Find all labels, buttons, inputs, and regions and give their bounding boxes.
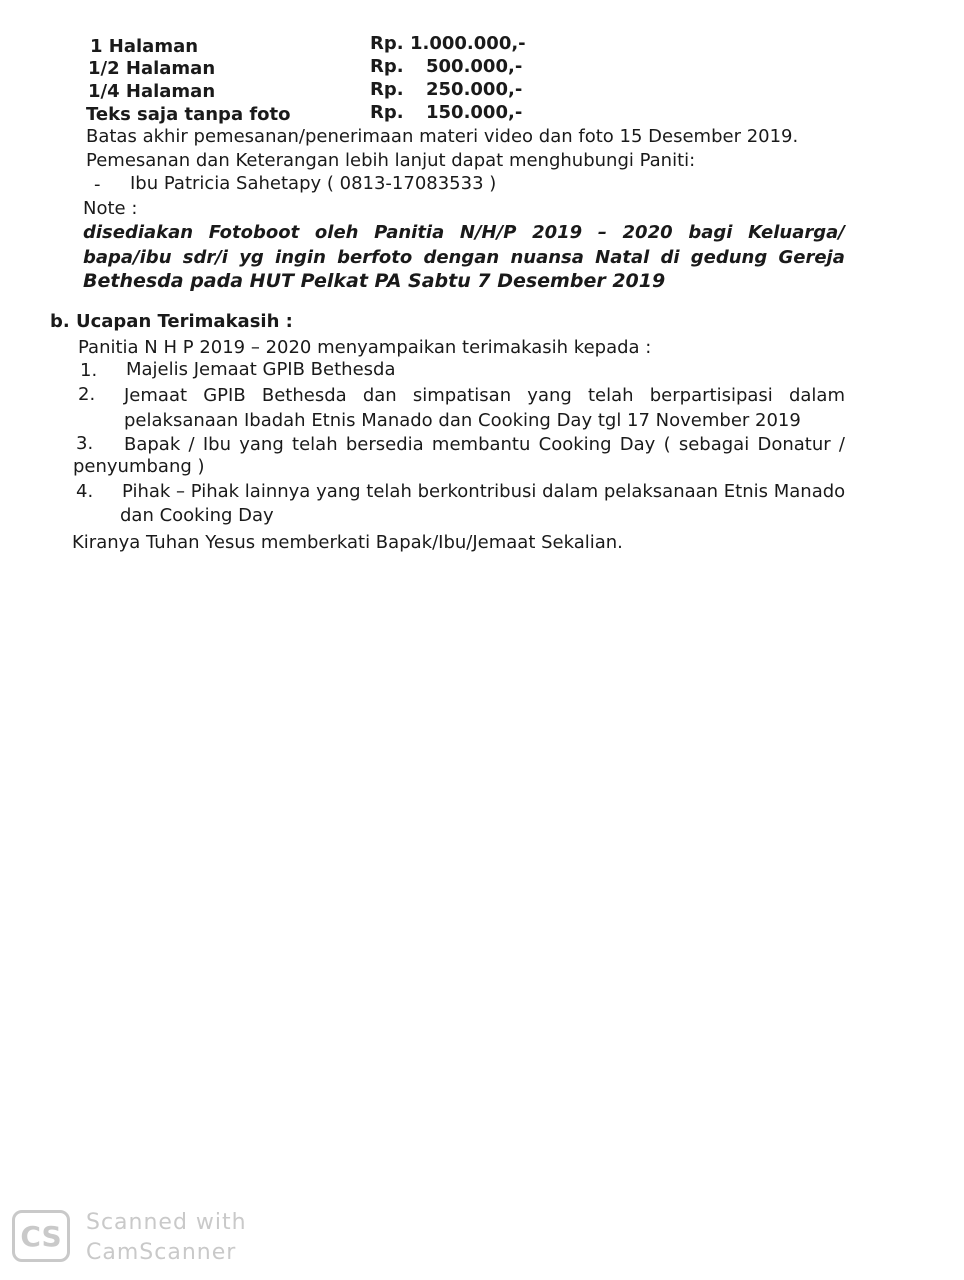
- price-label: 1 Halaman: [90, 36, 199, 57]
- list-item-continued: pelaksanaan Ibadah Etnis Manado dan Cooking Day tgl 17 November 2019: [124, 410, 801, 431]
- note-label: Note :: [83, 198, 138, 219]
- price-currency: Rp.: [370, 102, 404, 123]
- price-amount: 250.000,-: [426, 79, 523, 100]
- list-item: Bapak / Ibu yang telah bersedia membantu Cooking Day ( sebagai Donatur /: [124, 434, 845, 455]
- note-line: bapa/ibu sdr/i yg ingin berfoto dengan nuansa Natal di gedung Gereja: [83, 247, 845, 268]
- price-label: Teks saja tanpa foto: [86, 104, 291, 125]
- watermark-line2: CamScanner: [86, 1240, 237, 1265]
- price-amount: 500.000,-: [426, 56, 523, 77]
- section-b-title: b. Ucapan Terimakasih :: [50, 311, 293, 332]
- thanks-intro: Panitia N H P 2019 – 2020 menyampaikan terimakasih kepada :: [78, 337, 652, 358]
- price-currency: Rp.: [370, 56, 404, 77]
- note-line: Bethesda pada HUT Pelkat PA Sabtu 7 Desember 2019: [83, 270, 666, 292]
- list-item-continued: penyumbang ): [73, 456, 205, 477]
- price-currency: Rp.: [370, 33, 404, 54]
- price-label: 1/4 Halaman: [88, 81, 216, 102]
- watermark-line1: Scanned with: [86, 1210, 247, 1235]
- price-amount: 1.000.000,-: [410, 33, 526, 54]
- list-item: Majelis Jemaat GPIB Bethesda: [126, 359, 396, 380]
- contact-bullet: -: [94, 174, 101, 195]
- contact-intro: Pemesanan dan Keterangan lebih lanjut dapat menghubungi Paniti:: [86, 150, 696, 171]
- list-item: Jemaat GPIB Bethesda dan simpatisan yang telah berpartisipasi dalam: [124, 385, 845, 406]
- list-number: 1.: [80, 360, 98, 381]
- price-currency: Rp.: [370, 79, 404, 100]
- list-number: 3.: [76, 433, 94, 454]
- list-item: Pihak – Pihak lainnya yang telah berkontribusi dalam pelaksanaan Etnis Manado: [122, 481, 846, 502]
- note-line: disediakan Fotoboot oleh Panitia N/H/P 2019 – 2020 bagi Keluarga/: [83, 222, 845, 243]
- deadline-text: Batas akhir pemesanan/penerimaan materi video dan foto 15 Desember 2019.: [86, 126, 799, 147]
- price-amount: 150.000,-: [426, 102, 523, 123]
- list-number: 4.: [76, 481, 94, 502]
- list-number: 2.: [78, 384, 96, 405]
- contact-person: Ibu Patricia Sahetapy ( 0813-17083533 ): [130, 173, 497, 194]
- price-label: 1/2 Halaman: [88, 58, 216, 79]
- camscanner-logo-icon: CS: [12, 1210, 70, 1262]
- closing-text: Kiranya Tuhan Yesus memberkati Bapak/Ibu/Jemaat Sekalian.: [72, 532, 623, 553]
- list-item-continued: dan Cooking Day: [120, 505, 274, 526]
